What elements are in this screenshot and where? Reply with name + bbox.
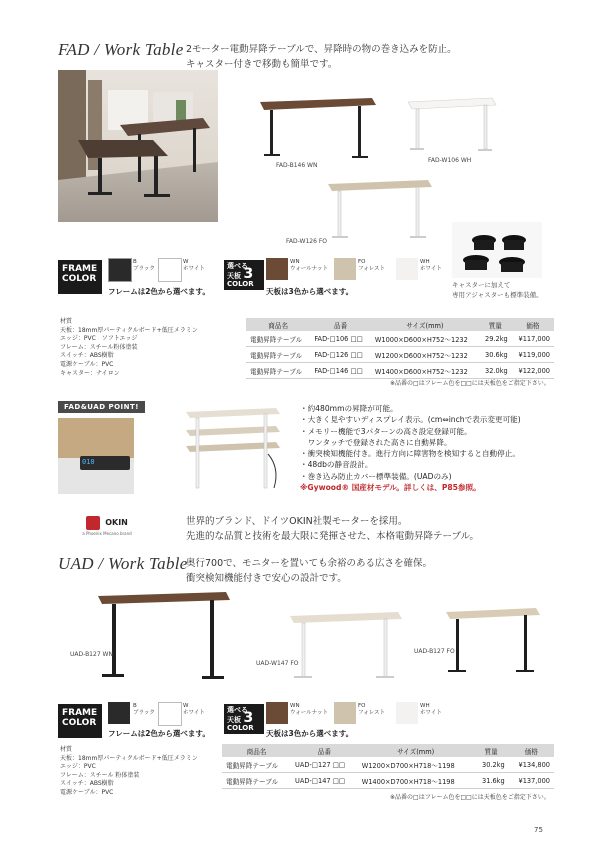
fad-lead: 2モーター電動昇降テーブルで、昇降時の物の巻き込みを防止。 キャスター付きで移動も簡単です。 [186, 44, 457, 70]
fad-table-note: ※品番の□はフレーム色を□□には天板色をご指定下さい。 [390, 380, 550, 387]
uad-b127fo-label: UAD-B127 FO [414, 648, 455, 655]
fad-table-cell: 電動昇降テーブル [246, 347, 310, 363]
uad-table-cell: W1400×D700×H718〜1198 [358, 773, 474, 789]
page-number: 75 [534, 826, 543, 834]
fad-material-line: スイッチ：ABS樹脂 [60, 352, 114, 360]
frame-swatch-black [108, 258, 132, 282]
uad-frame-swatch-white [158, 702, 182, 726]
uad-materials [60, 746, 198, 798]
fad-table-cell: FAD-□126 □□ [310, 347, 371, 363]
fad-w126-label: FAD-W126 FO [286, 238, 328, 245]
caster-image [452, 222, 542, 278]
top-swatch-white-label: WH ホワイト [420, 259, 442, 272]
fad-table-header: 質量 [479, 318, 512, 331]
fad-table-cell: 30.6kg [479, 347, 512, 363]
uad-material-line: 天板：18mm厚パーティクルボード+低圧メラミン [60, 754, 198, 762]
fad-spec-table [246, 318, 554, 379]
fad-table-cell: ¥117,000 [512, 331, 554, 347]
uad-frame-swatch-black-label: B ブラック [133, 703, 155, 716]
fad-table-cell: FAD-□146 □□ [310, 363, 371, 379]
fad-frame-color-badge: FRAME COLOR [58, 260, 102, 294]
uad-table-note: ※品番の□はフレーム色を□□には天板色をご指定下さい。 [390, 794, 550, 801]
uad-material-line: エッジ：PVC [60, 763, 96, 771]
table-row [222, 773, 554, 789]
uad-table-cell: 電動昇降テーブル [222, 773, 291, 789]
uad-top-swatch-forest-label: FO フォレスト [358, 703, 386, 716]
okin-text: 世界的ブランド、ドイツOKIN社製モーターを採用。 先進的な品質と技術を最大限に発揮させた、本格電動昇降テーブル。 [186, 516, 479, 542]
uad-lead: 奥行700で、モニターを置いても余裕のある広さを確保。 衝突検知機能付きで安心の設計です。 [186, 558, 432, 584]
uad-top-swatch-walnut [266, 702, 288, 724]
fad-table-header: サイズ(mm) [371, 318, 479, 331]
fad-b146-label: FAD-B146 WN [276, 162, 318, 169]
fad-top-caption: 天板は3色から選べます。 [266, 287, 354, 296]
fad-table-cell: 電動昇降テーブル [246, 363, 310, 379]
uad-top-swatch-white-label: WH ホワイト [420, 703, 442, 716]
fad-material-line: エッジ：PVC ソフトエッジ [60, 335, 138, 343]
fad-b146-image [256, 96, 380, 164]
height-range-image [180, 404, 296, 494]
okin-logo: OKIN a Phoenix Mecano brand [72, 512, 142, 536]
uad-b127wn-image [94, 590, 234, 686]
fad-material-line: フレーム：スチール粉体塗装 [60, 343, 138, 351]
uad-material-line: 材質 [60, 746, 73, 753]
frame-swatch-black-label: B ブラック [133, 259, 155, 272]
fad-table-cell: W1200×D600×H752〜1232 [371, 347, 479, 363]
caster-caption: キャスターに加えて 専用アジャスターも標準装備。 [452, 281, 543, 299]
table-row [246, 331, 554, 347]
uad-table-header: 商品名 [222, 744, 291, 757]
uad-table-cell: 電動昇降テーブル [222, 757, 291, 773]
fad-table-header: 商品名 [246, 318, 310, 331]
display-readout: 010 [82, 458, 95, 466]
uad-w147fo-image [286, 610, 406, 682]
uad-table-header: サイズ(mm) [358, 744, 474, 757]
fad-table-header: 価格 [512, 318, 554, 331]
uad-frame-swatch-white-label: W ホワイト [183, 703, 205, 716]
uad-table-cell: 30.2kg [474, 757, 509, 773]
top-swatch-walnut [266, 258, 288, 280]
fad-table-cell: 29.2kg [479, 331, 512, 347]
uad-table-cell: W1200×D700×H718〜1198 [358, 757, 474, 773]
top-swatch-forest-label: FO フォレスト [358, 259, 386, 272]
fad-material-line: キャスター：ナイロン [60, 369, 120, 377]
table-row [246, 347, 554, 363]
uad-spec-table [222, 744, 554, 789]
uad-table-cell: UAD-□147 □□ [291, 773, 358, 789]
uad-top-swatch-walnut-label: WN ウォールナット [290, 703, 329, 716]
fad-table-cell: W1400×D600×H752〜1232 [371, 363, 479, 379]
fad-table-cell: FAD-□106 □□ [310, 331, 371, 347]
uad-w147fo-label: UAD-W147 FO [256, 660, 299, 667]
frame-swatch-white [158, 258, 182, 282]
fad-table-cell: 32.0kg [479, 363, 512, 379]
fad-table-cell: ¥122,000 [512, 363, 554, 379]
uad-material-line: 電源ケーブル：PVC [60, 788, 114, 796]
uad-b127wn-label: UAD-B127 WN [70, 651, 113, 658]
frame-swatch-white-label: W ホワイト [183, 259, 205, 272]
uad-frame-caption: フレームは2色から選べます。 [108, 729, 210, 738]
fad-frame-caption: フレームは2色から選べます。 [108, 287, 210, 296]
top-swatch-white [396, 258, 418, 280]
fad-top-color-badge: 選べる 天板 3 COLOR [224, 260, 264, 290]
uad-frame-color-badge: FRAME COLOR [58, 704, 102, 738]
uad-table-cell: ¥137,000 [509, 773, 554, 789]
fad-materials [60, 318, 198, 378]
uad-title: UAD / Work Table [58, 554, 188, 573]
point-label: FAD&UAD POINT! [58, 401, 145, 413]
fad-table-cell: 電動昇降テーブル [246, 331, 310, 347]
fad-w106-image [404, 94, 500, 156]
uad-b127fo-image [442, 606, 544, 676]
uad-table-header: 質量 [474, 744, 509, 757]
fad-w126-image [324, 178, 436, 244]
uad-top-caption: 天板は3色から選べます。 [266, 729, 354, 738]
top-swatch-forest [334, 258, 356, 280]
fad-w106-label: FAD-W106 WH [428, 157, 472, 164]
fad-table-header: 品番 [310, 318, 371, 331]
uad-top-swatch-white [396, 702, 418, 724]
fad-material-line: 材質 [60, 318, 73, 325]
uad-material-line: フレーム：スチール 粉体塗装 [60, 771, 140, 779]
uad-frame-swatch-black [108, 702, 130, 724]
uad-table-cell: 31.6kg [474, 773, 509, 789]
uad-table-cell: UAD-□127 □□ [291, 757, 358, 773]
point-bullets: ・約480mmの昇降が可能。 ・大きく見やすいディスプレイ表示。(cm⇔inchで表示変更可能) ・メモリー機能で3パターンの高さ設定登録可能。 ワンタッチで登録された高さに自動昇降。 ・衝突検知機能付き。進行方向に障害物を検知すると自動停止。 ・48dbの静音設計。 ・巻き込み防止カバー標準装備。(UADのみ) ※Gywood® 国産材モデル。詳しくは、P85参照。 [300, 404, 521, 493]
table-row [246, 363, 554, 379]
uad-top-color-badge: 選べる 天板 3 COLOR [224, 704, 264, 734]
fad-material-line: 天板：18mm厚パーティクルボード+低圧メラミン [60, 326, 198, 334]
uad-material-line: スイッチ：ABS樹脂 [60, 780, 114, 788]
uad-top-swatch-forest [334, 702, 356, 724]
fad-title: FAD / Work Table [58, 40, 184, 59]
fad-table-cell: ¥119,000 [512, 347, 554, 363]
uad-table-cell: ¥134,800 [509, 757, 554, 773]
fad-table-cell: W1000×D600×H752〜1232 [371, 331, 479, 347]
control-panel-photo [58, 418, 134, 494]
uad-table-header: 品番 [291, 744, 358, 757]
fad-material-line: 電源ケーブル：PVC [60, 360, 114, 368]
uad-table-header: 価格 [509, 744, 554, 757]
top-swatch-walnut-label: WN ウォールナット [290, 259, 329, 272]
fad-office-photo [58, 70, 218, 222]
table-row [222, 757, 554, 773]
